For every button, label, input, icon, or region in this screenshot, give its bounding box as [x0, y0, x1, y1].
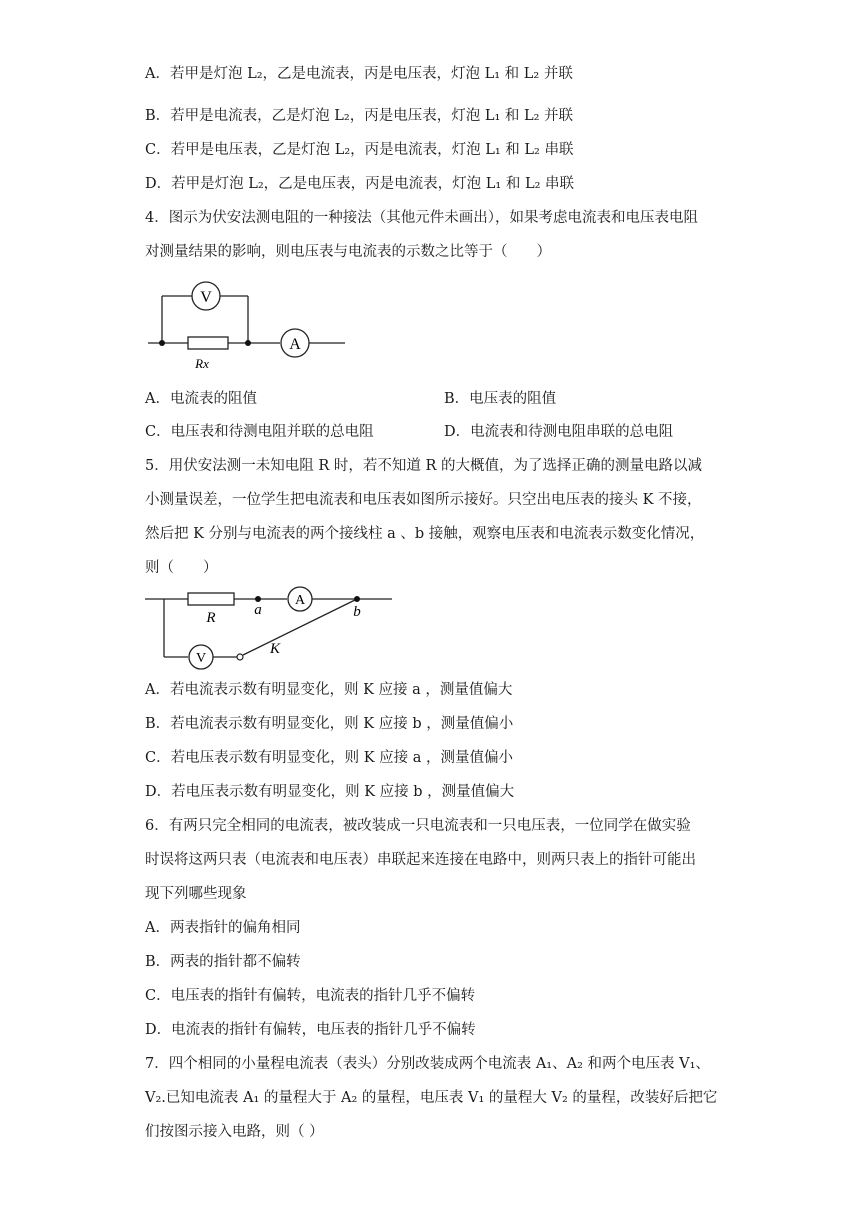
q5-stem-line-1: 5．用伏安法测一未知电阻 R 时，若不知道 R 的大概值，为了选择正确的测量电路以减 [145, 458, 702, 474]
q5-node-b-label: b [353, 604, 361, 620]
q5-stem-line-2: 小测量误差，一位学生把电流表和电压表如图所示接好。只空出电压表的接头 K 不接， [145, 492, 702, 508]
q5-resistor-label: R [206, 610, 216, 626]
q5-option-b: B．若电流表示数有明显变化，则 K 应接 b ，测量值偏小 [145, 716, 514, 732]
q5-stem-line-4: 则（ ） [145, 560, 218, 576]
q6-stem-line-1: 6．有两只完全相同的电流表，被改装成一只电流表和一只电压表，一位同学在做实验 [145, 818, 691, 834]
q7-stem-line-2: V₂.已知电流表 A₁ 的量程大于 A₂ 的量程，电压表 V₁ 的量程大 V₂ 的量程，改装好后把它 [145, 1090, 718, 1106]
q6-option-c: C．电压表的指针有偏转，电流表的指针几乎不偏转 [145, 988, 476, 1004]
q5-option-a: A．若电流表示数有明显变化，则 K 应接 a ，测量值偏大 [145, 682, 513, 698]
q6-option-d: D．电流表的指针有偏转，电压表的指针几乎不偏转 [145, 1022, 476, 1038]
q5-option-c: C．若电压表示数有明显变化，则 K 应接 a ，测量值偏小 [145, 750, 514, 766]
q5-switch-label: K [269, 641, 281, 657]
q3-option-c: C．若甲是电压表，乙是灯泡 L₂，丙是电流表，灯泡 L₁ 和 L₂ 串联 [145, 142, 574, 158]
q3-option-d: D．若甲是灯泡 L₂，乙是电压表，丙是电流表，灯泡 L₁ 和 L₂ 串联 [145, 176, 574, 192]
q5-ammeter-label: A [294, 593, 306, 608]
q4-option-c: C．电压表和待测电阻并联的总电阻 [145, 424, 374, 440]
q6-stem-line-3: 现下列哪些现象 [145, 886, 247, 902]
q4-resistor-label: Rx [195, 356, 209, 371]
q7-stem-line-1: 7．四个相同的小量程电流表（表头）分别改装成两个电流表 A₁、A₂ 和两个电压表 V₁、 [145, 1056, 710, 1072]
q5-voltmeter-label: V [195, 651, 207, 666]
q5-option-d: D．若电压表示数有明显变化，则 K 应接 b ，测量值偏大 [145, 784, 515, 800]
q4-stem-line-2: 对测量结果的影响，则电压表与电流表的示数之比等于（ ） [145, 244, 551, 260]
q4-stem-line-1: 4．图示为伏安法测电阻的一种接法（其他元件未画出），如果考虑电流表和电压表电阻 [145, 210, 698, 226]
q6-option-a: A．两表指针的偏角相同 [145, 920, 301, 936]
q7-stem-line-3: 们按图示接入电路，则（ ） [145, 1124, 324, 1140]
q4-voltmeter-label: V [200, 289, 212, 306]
q5-stem-line-3: 然后把 K 分别与电流表的两个接线柱 a 、b 接触，观察电压表和电流表示数变化情况， [145, 526, 705, 542]
q5-circuit-diagram [140, 585, 405, 670]
q3-option-b: B．若甲是电流表，乙是灯泡 L₂，丙是电压表，灯泡 L₁ 和 L₂ 并联 [145, 108, 574, 124]
q4-ammeter-label: A [289, 336, 301, 353]
q6-option-b: B．两表的指针都不偏转 [145, 954, 301, 970]
q4-option-d: D．电流表和待测电阻串联的总电阻 [444, 424, 674, 440]
q5-node-a-label: a [254, 602, 262, 618]
q4-option-b: B．电压表的阻值 [444, 391, 557, 407]
q3-option-a: A．若甲是灯泡 L₂，乙是电流表，丙是电压表，灯泡 L₁ 和 L₂ 并联 [145, 66, 573, 82]
q4-option-a: A．电流表的阻值 [145, 391, 257, 407]
q6-stem-line-2: 时误将这两只表（电流表和电压表）串联起来连接在电路中，则两只表上的指针可能出 [145, 852, 696, 868]
q4-circuit-diagram [140, 276, 360, 376]
